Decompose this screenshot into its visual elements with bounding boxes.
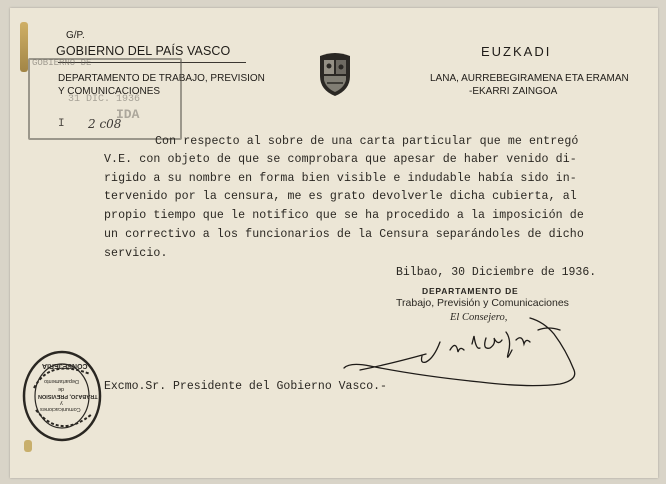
received-stamp-number: 2 c08	[88, 117, 122, 131]
seal-center-line-2: de	[58, 386, 65, 392]
addressee-line: Excmo.Sr. Presidente del Gobierno Vasco.-	[104, 380, 387, 393]
received-stamp	[28, 58, 182, 140]
body-line-3: rigido a su nombre en forma bien visible e indudable había sido in-	[104, 172, 577, 185]
body-line-4: tervenido por la censura, me es grato devolverle dicha cubierta, al	[104, 190, 577, 203]
body-line-2: V.E. con objeto de que se comprobara que apesar de haber venido di-	[104, 153, 577, 166]
department-stamp-name: Trabajo, Previsión y Comunicaciones	[396, 297, 569, 309]
received-stamp-mark: I	[58, 118, 65, 130]
handwritten-signature	[330, 310, 590, 390]
department-stamp-label: DEPARTAMENTO DE	[422, 286, 519, 296]
body-line-1: Con respecto al sobre de una carta particular que me entregó	[155, 135, 579, 148]
department-line-2: Y COMUNICACIONES	[58, 86, 161, 97]
coat-of-arms	[314, 50, 356, 98]
staple-mark	[20, 22, 28, 72]
basque-department-line-2: -EKARRI ZAINGOA	[469, 86, 558, 97]
seal-center-line-1: Departamento	[44, 378, 79, 384]
body-line-7: servicio.	[104, 247, 168, 260]
government-name: GOBIERNO DEL PAÍS VASCO	[56, 44, 231, 58]
received-stamp-line-3: IDA	[116, 107, 140, 122]
staple-mark-bottom	[24, 440, 32, 452]
place-date: Bilbao, 30 Diciembre de 1936.	[396, 266, 597, 279]
seal-center-line-4: y	[60, 400, 63, 406]
signature-text	[436, 338, 500, 350]
seal-ring-text	[26, 432, 95, 438]
signer-title: El Consejero,	[450, 312, 508, 323]
body-line-6: un correctivo a los funcionarios de la Censura separándoles de dicho	[104, 228, 584, 241]
seal-center-line-5: Comunicaciones	[40, 406, 81, 412]
department-line-1: DEPARTAMENTO DE TRABAJO, PREVISION	[58, 73, 265, 84]
seal-center-line-3: TRABAJO, PREVISION	[38, 393, 98, 399]
seal-center-line-6: CONSEJERIA	[42, 362, 88, 369]
body-line-5: propio tiempo que le notifico que se ha procedido a la imposición de	[104, 209, 584, 222]
region-name: EUZKADI	[481, 44, 552, 59]
official-seal	[20, 348, 104, 444]
received-stamp-line-1: GOBIERNO DE	[32, 58, 92, 68]
reference-code: G/P.	[66, 30, 85, 41]
received-stamp-date: 31 DIC. 1936	[68, 94, 141, 105]
basque-department-line-1: LANA, AURREBEGIRAMENA ETA ERAMAN	[430, 73, 629, 84]
